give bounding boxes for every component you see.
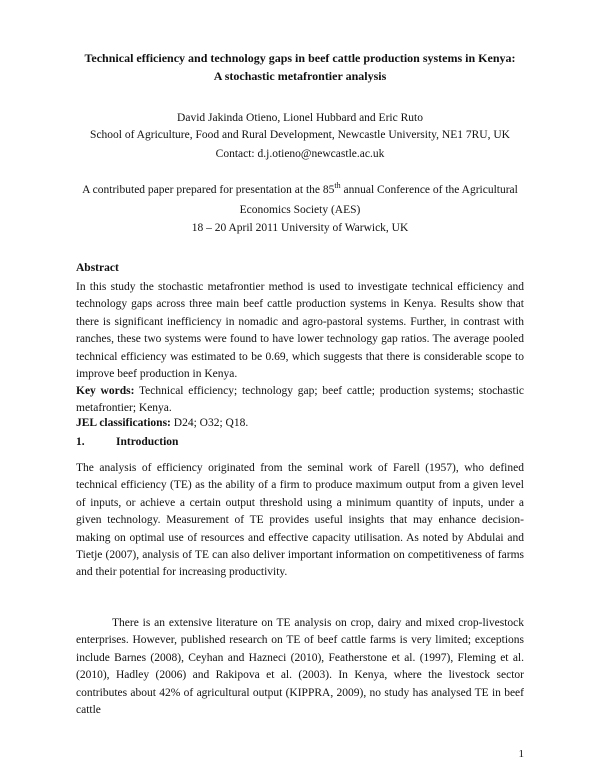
abstract-heading: Abstract (76, 262, 119, 274)
author-contact: Contact: d.j.otieno@newcastle.ac.uk (215, 148, 385, 160)
jel-classifications (76, 415, 524, 432)
paper-title-line2: A stochastic metafrontier analysis (213, 69, 387, 83)
paper-title-line1: Technical efficiency and technology gaps in beef cattle production systems in Kenya: (84, 51, 516, 65)
conference-line1-post: annual Conference of the Agricultural (340, 184, 518, 196)
page-number: 1 (518, 748, 524, 760)
abstract-text: In this study the stochastic metafrontier method is used to investigate technical efficiency and technology gaps across three main beef cattle production systems in Kenya. Results show that there is significant inefficiency in nomadic and agro-pastoral systems. Further, in contrast with ranches, these two systems were found to have lower technology gap ratios. The average pooled technical efficiency was estimated to be 0.69, which suggests that there is considerable scope to improve beef production in Kenya. (76, 281, 524, 381)
intro-paragraph-1: The analysis of efficiency originated from the seminal work of Farell (1957), who defined technical efficiency (TE) as the ability of a firm to produce maximum output from a given level of inputs, or achieve a certain output threshold using a minimum quantity of inputs, under a given technology. Measurement of TE provides useful insights that may enhance decision-making on optimal use of resources and effective capacity utilisation. As noted by Abdulai and Tietje (2007), analysis of TE can also deliver important information on competitiveness of farms and their potential for increasing productivity. (76, 462, 524, 579)
keywords-text: Technical efficiency; technology gap; beef cattle; production systems; stochastic metafrontier; Kenya. (76, 385, 524, 415)
conference-line3: 18 – 20 April 2011 University of Warwick, UK (191, 222, 409, 234)
keywords-label: Key words: (76, 385, 135, 397)
conference-line2: Economics Society (AES) (239, 204, 361, 216)
intro-paragraph-2: There is an extensive literature on TE analysis on crop, dairy and mixed crop-livestock enterprises. However, published research on TE of beef cattle farms is very limited; exceptions include Barnes (2008), Ceyhan and Hazneci (2010), Featherstone et al. (1997), Fleming et al. (2010), Hadley (2006) and Rakipova et al. (2003). In Kenya, where the livestock sector contributes about 42% of agricultural output (KIPPRA, 2009), no study has analysed TE in beef cattle (76, 617, 524, 717)
section-heading (76, 436, 178, 448)
author-affiliation: School of Agriculture, Food and Rural Development, Newcastle University, NE1 7RU, UK (90, 129, 510, 141)
author-names: David Jakinda Otieno, Lionel Hubbard and Eric Ruto (177, 112, 423, 124)
jel-label: JEL classifications: (76, 417, 171, 429)
keywords (76, 383, 524, 418)
conference-line1-sup: th (334, 181, 341, 191)
conference-line1 (0, 182, 600, 198)
conference-line1-pre: A contributed paper prepared for presentation at the 85 (82, 184, 335, 196)
section-title: Introduction (116, 436, 179, 448)
section-number: 1. (76, 436, 85, 448)
jel-text: D24; O32; Q18. (170, 417, 249, 429)
